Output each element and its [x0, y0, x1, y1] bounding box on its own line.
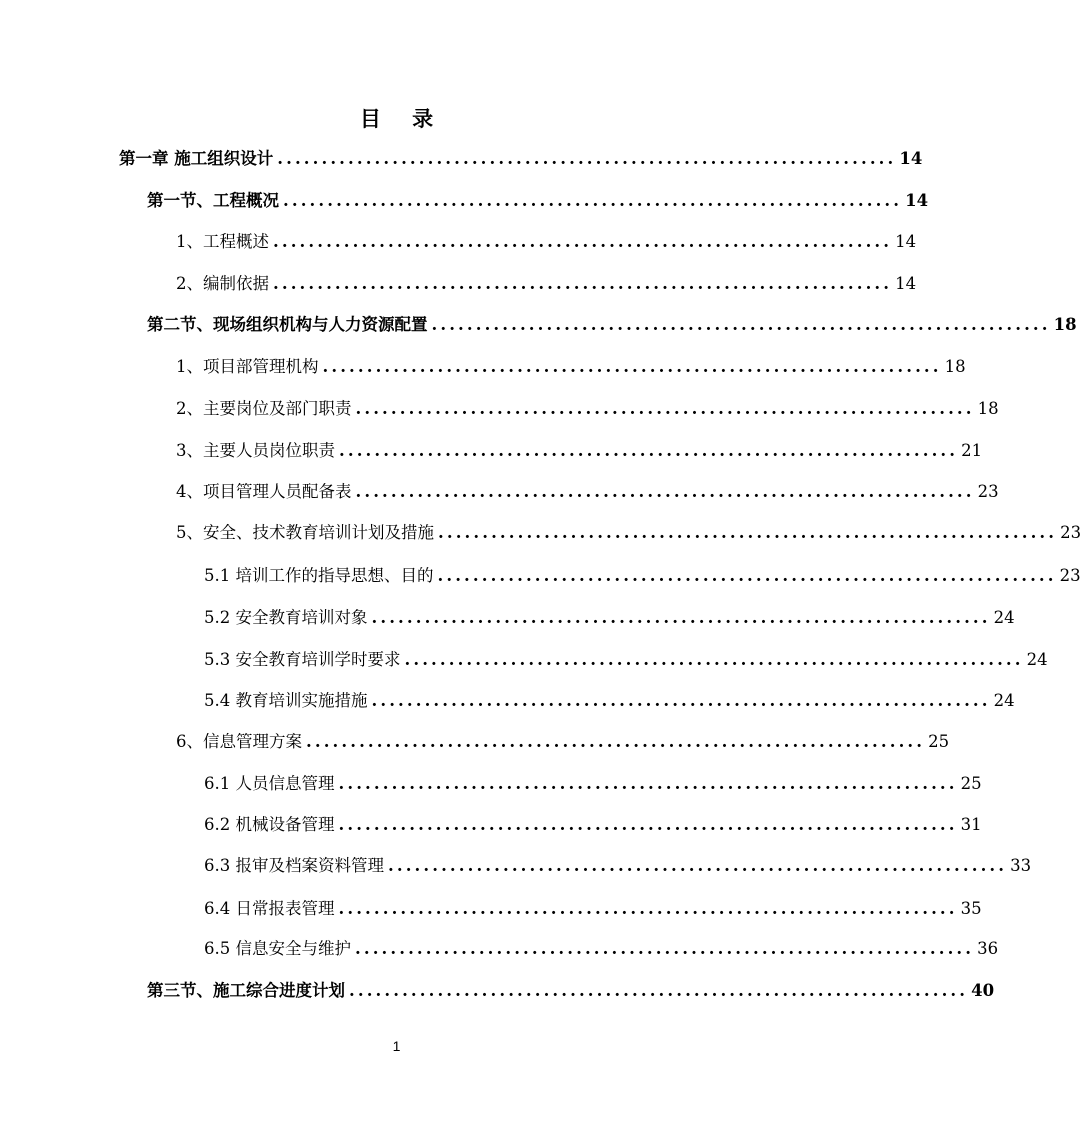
toc-entry[interactable]: [147, 188, 929, 214]
toc-entry[interactable]: [204, 812, 982, 838]
toc-entry-page: 31: [960, 815, 982, 834]
toc-entry-page: 24: [993, 691, 1015, 710]
toc-entry[interactable]: [147, 978, 995, 1004]
toc-entry[interactable]: [176, 479, 999, 505]
dot-leader: ......................................................................: [273, 274, 893, 293]
dot-leader: ......................................................................: [338, 774, 958, 793]
toc-entry-text: 5.2 安全教育培训对象: [204, 608, 368, 627]
toc-entry-page: 18: [1053, 315, 1077, 334]
toc-entry-text: 第二节、现场组织机构与人力资源配置: [147, 315, 428, 334]
dot-leader: ......................................................................: [283, 191, 903, 210]
toc-entry-text: 5、安全、技术教育培训计划及措施: [176, 523, 434, 542]
toc-entry-page: 24: [1026, 650, 1048, 669]
toc-title: 目 录: [359, 106, 446, 131]
toc-entry-page: 14: [899, 149, 923, 168]
toc-entry-text: 5.3 安全教育培训学时要求: [204, 650, 401, 669]
toc-entry-page: 18: [944, 357, 966, 376]
toc-entry-page: 40: [971, 981, 995, 1000]
toc-entry-page: 25: [960, 774, 982, 793]
toc-entry-page: 25: [928, 732, 950, 751]
dot-leader: ......................................................................: [322, 357, 942, 376]
toc-entry[interactable]: [204, 605, 1015, 631]
toc-entry[interactable]: [119, 146, 923, 172]
toc-entry-page: 23: [1060, 523, 1081, 542]
toc-entry-text: 6.3 报审及档案资料管理: [204, 856, 384, 875]
toc-entry-page: 23: [977, 482, 999, 501]
toc-entry[interactable]: [147, 312, 1077, 338]
dot-leader: ......................................................................: [437, 566, 1057, 585]
toc-entry-page: 14: [895, 274, 917, 293]
toc-entry-text: 6.2 机械设备管理: [204, 815, 335, 834]
dot-leader: ......................................................................: [355, 939, 975, 958]
toc-entry-page: 14: [895, 232, 917, 251]
toc-entry-text: 4、项目管理人员配备表: [176, 482, 352, 501]
toc-entry[interactable]: [204, 771, 982, 797]
toc-entry-page: 24: [993, 608, 1015, 627]
toc-entry[interactable]: [176, 520, 1081, 546]
page-number: 1: [392, 1038, 401, 1054]
dot-leader: ......................................................................: [371, 608, 991, 627]
dot-leader: ......................................................................: [273, 232, 893, 251]
toc-entry-text: 6.4 日常报表管理: [204, 899, 335, 918]
dot-leader: ......................................................................: [349, 981, 969, 1000]
dot-leader: ......................................................................: [338, 815, 958, 834]
toc-entry[interactable]: [204, 853, 1032, 879]
toc-entry[interactable]: [176, 229, 917, 255]
toc-entry[interactable]: [176, 438, 983, 464]
toc-entry-text: 第一节、工程概况: [147, 191, 279, 210]
dot-leader: ......................................................................: [438, 523, 1058, 542]
toc-entry-page: 35: [960, 899, 982, 918]
toc-entry[interactable]: [176, 729, 950, 755]
toc-entry-page: 36: [977, 939, 999, 958]
toc-entry-text: 1、工程概述: [176, 232, 269, 251]
toc-entry-text: 2、编制依据: [176, 274, 269, 293]
dot-leader: ......................................................................: [431, 315, 1051, 334]
dot-leader: ......................................................................: [355, 399, 975, 418]
toc-entry-page: 14: [905, 191, 929, 210]
toc-entry-text: 5.4 教育培训实施措施: [204, 691, 368, 710]
toc-entry[interactable]: [176, 354, 966, 380]
toc-entry-text: 6、信息管理方案: [176, 732, 302, 751]
dot-leader: ......................................................................: [371, 691, 991, 710]
toc-entry-text: 6.5 信息安全与维护: [204, 939, 351, 958]
toc-entry-text: 第一章 施工组织设计: [119, 149, 274, 168]
toc-entry-page: 33: [1010, 856, 1032, 875]
dot-leader: ......................................................................: [306, 732, 926, 751]
toc-entry[interactable]: [204, 896, 982, 922]
toc-entry-page: 21: [961, 441, 983, 460]
dot-leader: ......................................................................: [339, 441, 959, 460]
toc-entry[interactable]: [204, 563, 1081, 589]
dot-leader: ......................................................................: [338, 899, 958, 918]
toc-entry-text: 1、项目部管理机构: [176, 357, 319, 376]
dot-leader: ......................................................................: [388, 856, 1008, 875]
toc-entry-page: 23: [1059, 566, 1081, 585]
toc-entry[interactable]: [204, 647, 1048, 673]
dot-leader: ......................................................................: [277, 149, 897, 168]
toc-entry-text: 6.1 人员信息管理: [204, 774, 335, 793]
toc-entry[interactable]: [176, 271, 917, 297]
toc-entry-text: 2、主要岗位及部门职责: [176, 399, 352, 418]
dot-leader: ......................................................................: [404, 650, 1024, 669]
toc-entry-text: 3、主要人员岗位职责: [176, 441, 335, 460]
toc-entry[interactable]: [176, 396, 999, 422]
toc-entry[interactable]: [204, 688, 1015, 714]
toc-entry-page: 18: [977, 399, 999, 418]
dot-leader: ......................................................................: [355, 482, 975, 501]
toc-entry-text: 第三节、施工综合进度计划: [147, 981, 345, 1000]
toc-entry-text: 5.1 培训工作的指导思想、目的: [204, 566, 434, 585]
toc-entry[interactable]: [204, 936, 999, 962]
